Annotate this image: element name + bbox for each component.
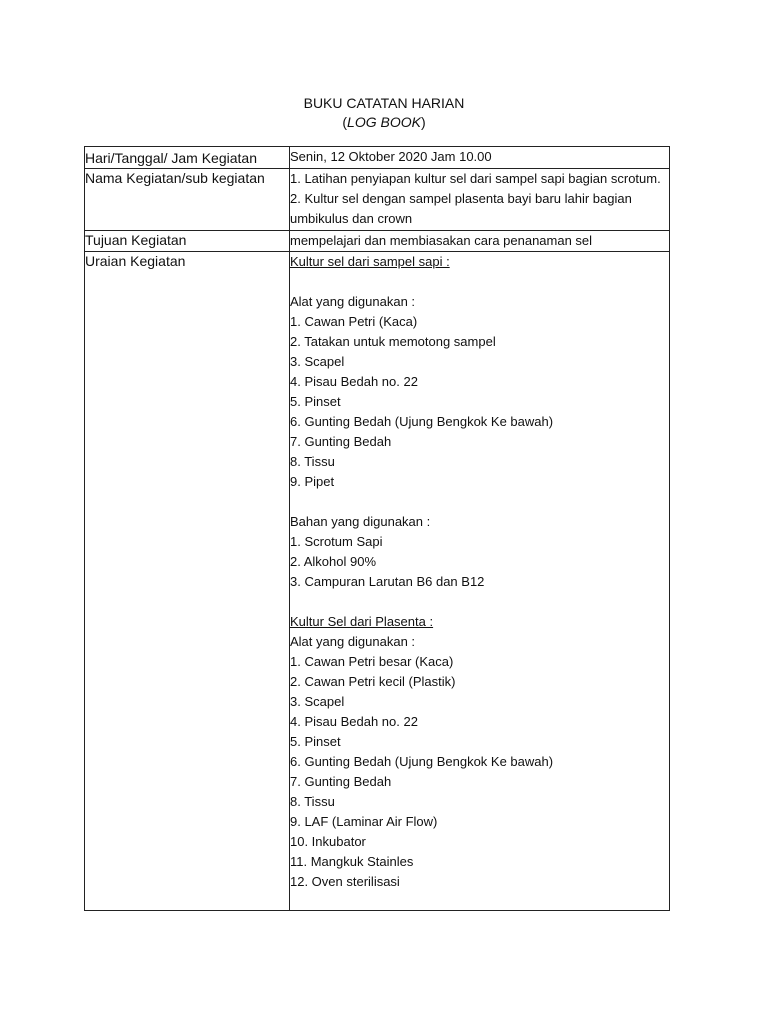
list-item: 2. Cawan Petri kecil (Plastik)	[290, 674, 456, 689]
list-item: 5. Pinset	[290, 734, 341, 749]
list-item: 6. Gunting Bedah (Ujung Bengkok Ke bawah)	[290, 754, 554, 769]
list-item: 9. Pipet	[290, 474, 335, 489]
section1-tools-heading: Alat yang digunakan :	[290, 294, 416, 309]
list-item: 5. Pinset	[290, 394, 341, 409]
list-item: 12. Oven sterilisasi	[290, 874, 400, 889]
date-label: Hari/Tanggal/ Jam Kegiatan	[85, 147, 290, 169]
list-item: 10. Inkubator	[290, 834, 366, 849]
list-item: 11. Mangkuk Stainles	[290, 854, 414, 869]
purpose-label: Tujuan Kegiatan	[85, 231, 290, 252]
log-table	[84, 146, 670, 911]
description-label: Uraian Kegiatan	[85, 252, 290, 911]
row-purpose	[85, 231, 670, 252]
list-item: 2. Alkohol 90%	[290, 554, 377, 569]
list-item: 4. Pisau Bedah no. 22	[290, 714, 418, 729]
subtitle-close: )	[420, 114, 426, 130]
row-activity	[85, 169, 670, 231]
list-item: 1. Cawan Petri besar (Kaca)	[290, 654, 454, 669]
subtitle-open: (	[342, 114, 348, 130]
list-item: 7. Gunting Bedah	[290, 774, 392, 789]
list-item: 8. Tissu	[290, 454, 335, 469]
list-item: 2. Tatakan untuk memotong sampel	[290, 334, 496, 349]
spacer	[290, 592, 669, 612]
description-value	[290, 252, 670, 911]
subtitle	[0, 113, 768, 132]
list-item: 6. Gunting Bedah (Ujung Bengkok Ke bawah)	[290, 414, 554, 429]
purpose-value: mempelajari dan membiasakan cara penanaman sel	[290, 231, 670, 252]
subtitle-log-book: LOG BOOK	[347, 114, 421, 130]
list-item: 9. LAF (Laminar Air Flow)	[290, 814, 438, 829]
list-item: 7. Gunting Bedah	[290, 434, 392, 449]
list-item: 3. Campuran Larutan B6 dan B12	[290, 574, 485, 589]
activity-value	[290, 169, 670, 231]
date-value: Senin, 12 Oktober 2020 Jam 10.00	[290, 147, 670, 169]
activity-label: Nama Kegiatan/sub kegiatan	[85, 169, 290, 231]
list-item: 4. Pisau Bedah no. 22	[290, 374, 418, 389]
list-item: 3. Scapel	[290, 694, 345, 709]
activity-item: 1. Latihan penyiapan kultur sel dari sampel sapi bagian scrotum.	[290, 171, 661, 186]
row-description	[85, 252, 670, 911]
spacer	[290, 492, 669, 512]
spacer	[290, 272, 669, 292]
title-text: BUKU CATATAN HARIAN	[303, 95, 465, 111]
document-title	[0, 94, 768, 132]
list-item: 1. Cawan Petri (Kaca)	[290, 314, 418, 329]
list-item: 1. Scrotum Sapi	[290, 534, 383, 549]
section1-heading: Kultur sel dari sampel sapi :	[290, 254, 450, 269]
section2-tools-heading: Alat yang digunakan :	[290, 634, 416, 649]
list-item: 8. Tissu	[290, 794, 335, 809]
row-date	[85, 147, 670, 169]
activity-item: 2. Kultur sel dengan sampel plasenta bayi baru lahir bagian umbikulus dan crown	[290, 191, 632, 226]
list-item: 3. Scapel	[290, 354, 345, 369]
section1-materials-heading: Bahan yang digunakan :	[290, 514, 431, 529]
section2-heading: Kultur Sel dari Plasenta :	[290, 614, 434, 629]
